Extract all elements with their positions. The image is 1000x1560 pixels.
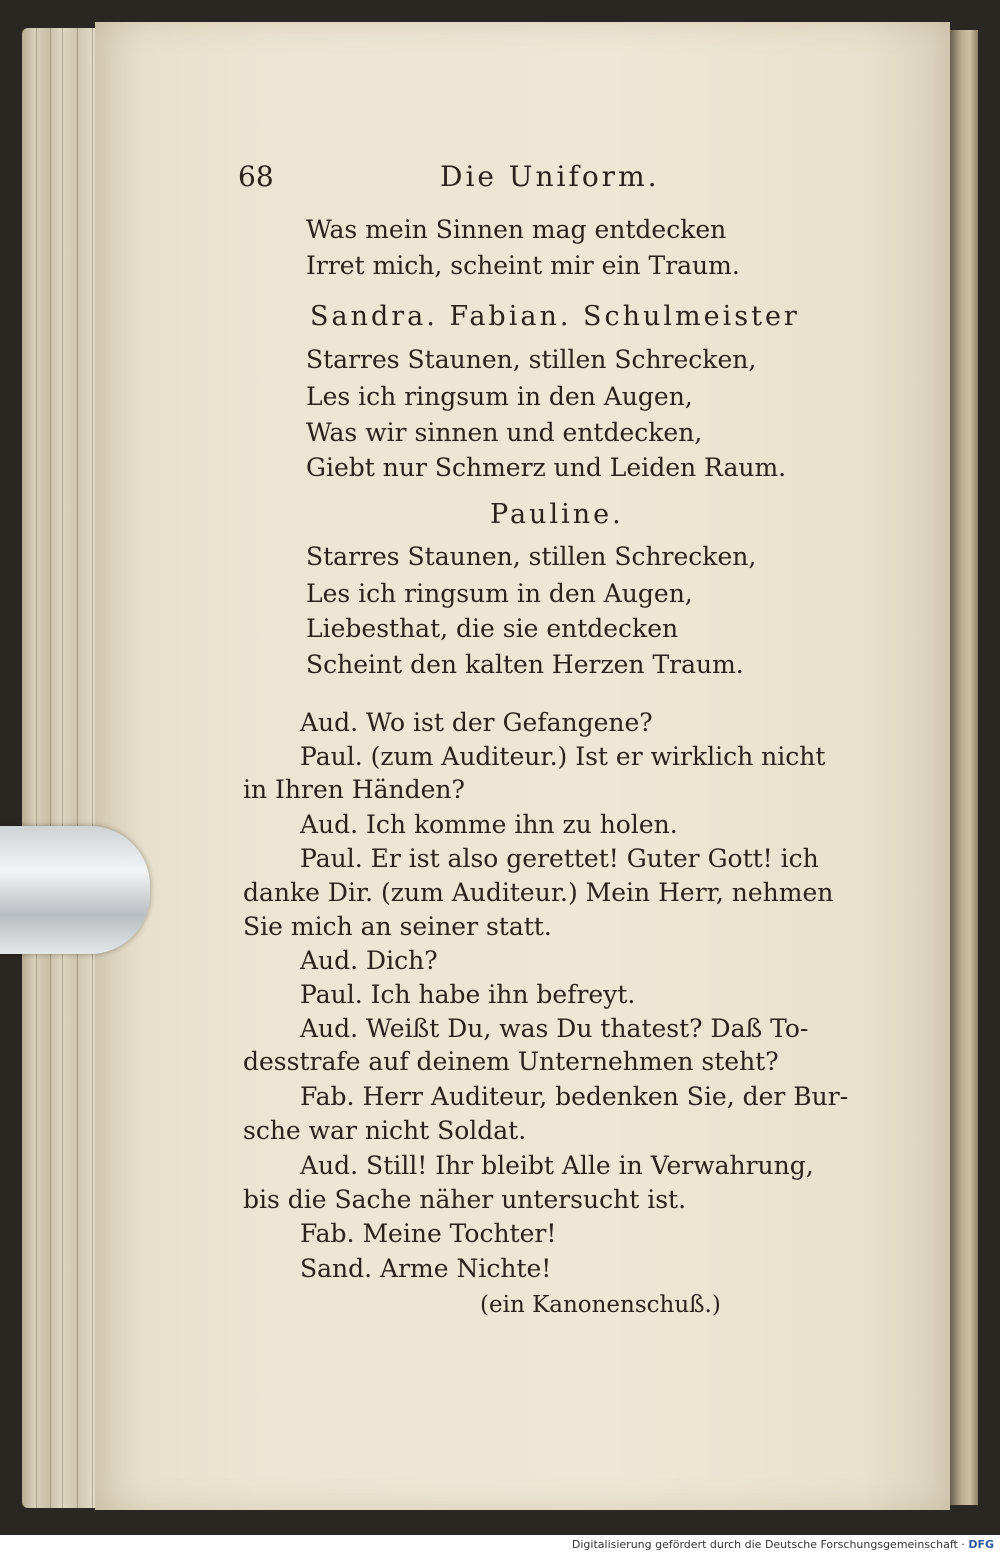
dialogue-line: Fab. Meine Tochter!: [300, 1219, 557, 1248]
dialogue-line: Aud. Weißt Du, was Du thatest? Daß To-: [300, 1014, 809, 1043]
dialogue-line: danke Dir. (zum Auditeur.) Mein Herr, nehmen: [243, 878, 834, 907]
page-clip: [0, 826, 150, 954]
dialogue-line: Aud. Still! Ihr bleibt Alle in Verwahrung,: [300, 1151, 814, 1180]
dialogue-line: Paul. (zum Auditeur.) Ist er wirklich nicht: [300, 742, 826, 771]
dialogue-line: bis die Sache näher untersucht ist.: [243, 1185, 687, 1214]
dialogue-line: Paul. Ich habe ihn befreyt.: [300, 980, 636, 1009]
stage-direction: (ein Kanonenschuß.): [480, 1292, 721, 1318]
verse-line: Starres Staunen, stillen Schrecken,: [306, 542, 757, 571]
dialogue-line: Paul. Er ist also gerettet! Guter Gott! ich: [300, 844, 819, 873]
dialogue-line: Aud. Ich komme ihn zu holen.: [300, 810, 678, 839]
dialogue-line: desstrafe auf deinem Unternehmen steht?: [243, 1047, 779, 1076]
page-number: 68: [238, 160, 274, 193]
dialogue-line: Fab. Herr Auditeur, bedenken Sie, der Bur-: [300, 1082, 849, 1111]
verse-line: Was wir sinnen und entdecken,: [306, 418, 703, 447]
book-spine-edge: [950, 30, 978, 1505]
dialogue-line: sche war nicht Soldat.: [243, 1116, 527, 1145]
dialogue-line: in Ihren Händen?: [243, 775, 465, 804]
dialogue-line: Aud. Wo ist der Gefangene?: [300, 708, 653, 737]
verse-line: Les ich ringsum in den Augen,: [306, 382, 693, 411]
verse-line: Irret mich, scheint mir ein Traum.: [306, 251, 740, 280]
verse-line: Giebt nur Schmerz und Leiden Raum.: [306, 453, 787, 482]
footer-text: Digitalisierung gefördert durch die Deutsche Forschungsgemeinschaft ·: [571, 1538, 965, 1551]
verse-line: Starres Staunen, stillen Schrecken,: [306, 345, 757, 374]
running-title: Die Uniform.: [440, 160, 660, 193]
dialogue-line: Aud. Dich?: [300, 946, 438, 975]
dialogue-line: Sand. Arme Nichte!: [300, 1254, 552, 1283]
speaker-heading: Sandra. Fabian. Schulmeister: [310, 301, 800, 332]
dfg-logo: DFG: [968, 1538, 994, 1551]
verse-line: Scheint den kalten Herzen Traum.: [306, 650, 744, 679]
verse-line: Liebesthat, die sie entdecken: [306, 614, 679, 643]
speaker-heading: Pauline.: [490, 499, 624, 530]
verse-line: Was mein Sinnen mag entdecken: [306, 215, 727, 244]
verse-line: Les ich ringsum in den Augen,: [306, 579, 693, 608]
digitization-footer: [572, 1538, 994, 1551]
dialogue-line: Sie mich an seiner statt.: [243, 912, 552, 941]
